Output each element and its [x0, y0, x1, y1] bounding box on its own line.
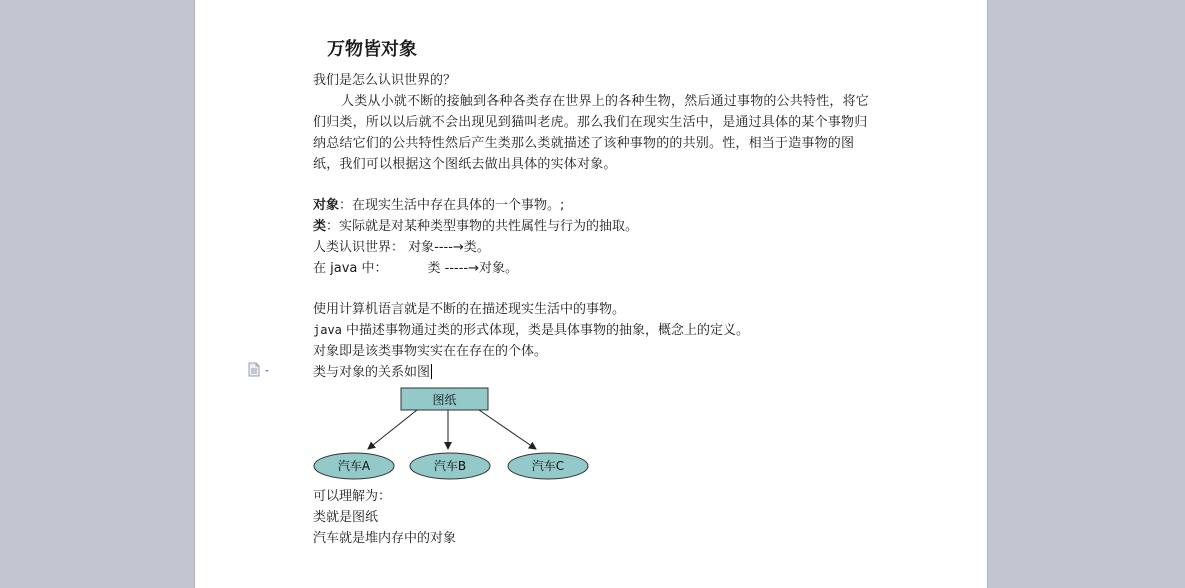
java-view-prefix: 在 java 中：: [313, 261, 388, 276]
car-is-line: 汽车就是堆内存中的对象: [313, 531, 457, 546]
human-view-line: 人类认识世界： 对象----→类。: [313, 240, 490, 255]
relation-line[interactable]: [313, 362, 432, 383]
class-is-line: 类就是图纸: [313, 510, 379, 525]
class-term: 类: [313, 219, 327, 234]
java-view-suffix: 类 -----→对象。: [427, 261, 518, 276]
page-title: 万物皆对象: [327, 39, 417, 60]
intro-paragraph: 人类从小就不断的接触到各种各类存在世界上的各种生物，然后通过事物的公共特性，将它们归类，所以以后就不会出现见到猫叫老虎。那么我们在现实生活中，是通过具体的某个事物归纳总结它们的公共特性然后产生类那么类就描述了该种事物的的共别。性，相当于造事物的图纸，我们可以根据这个图纸去做出具体的实体对象。: [313, 94, 870, 172]
java-desc-line: [313, 320, 749, 341]
blueprint-label: 图纸: [432, 393, 457, 407]
language-line: 使用计算机语言就是不断的在描述现实生活中的事物。: [313, 302, 626, 317]
object-term: 对象: [313, 198, 340, 213]
question-line: 我们是怎么认识世界的？: [313, 73, 457, 88]
java-keyword: java: [313, 323, 342, 337]
object-definition-text: ：在现实生活中存在具体的一个事物。;: [339, 198, 565, 213]
class-definition: [313, 216, 638, 237]
relation-text: 类与对象的关系如图: [313, 365, 431, 380]
java-desc-text: 中描述事物通过类的形式体现，类是具体事物的抽象，概念上的定义。: [341, 323, 750, 338]
car-a-label: 汽车A: [337, 459, 371, 473]
paste-options-icon[interactable]: [247, 362, 273, 378]
java-view-line: [313, 258, 518, 279]
car-b-label: 汽车B: [433, 459, 467, 473]
text-cursor: [431, 364, 432, 379]
class-definition-text: ：实际就是对某种类型事物的共性属性与行为的抽取。: [326, 219, 639, 234]
understand-line: 可以理解为：: [313, 489, 392, 504]
object-instance-line: 对象即是该类事物实实在在存在的个体。: [313, 344, 548, 359]
document-page: [195, 0, 987, 588]
car-c-label: 汽车C: [531, 459, 565, 473]
arrow-to-car-c: [479, 410, 536, 449]
object-definition: [313, 195, 564, 216]
class-object-diagram: [313, 386, 603, 486]
arrow-to-car-a: [368, 410, 417, 449]
